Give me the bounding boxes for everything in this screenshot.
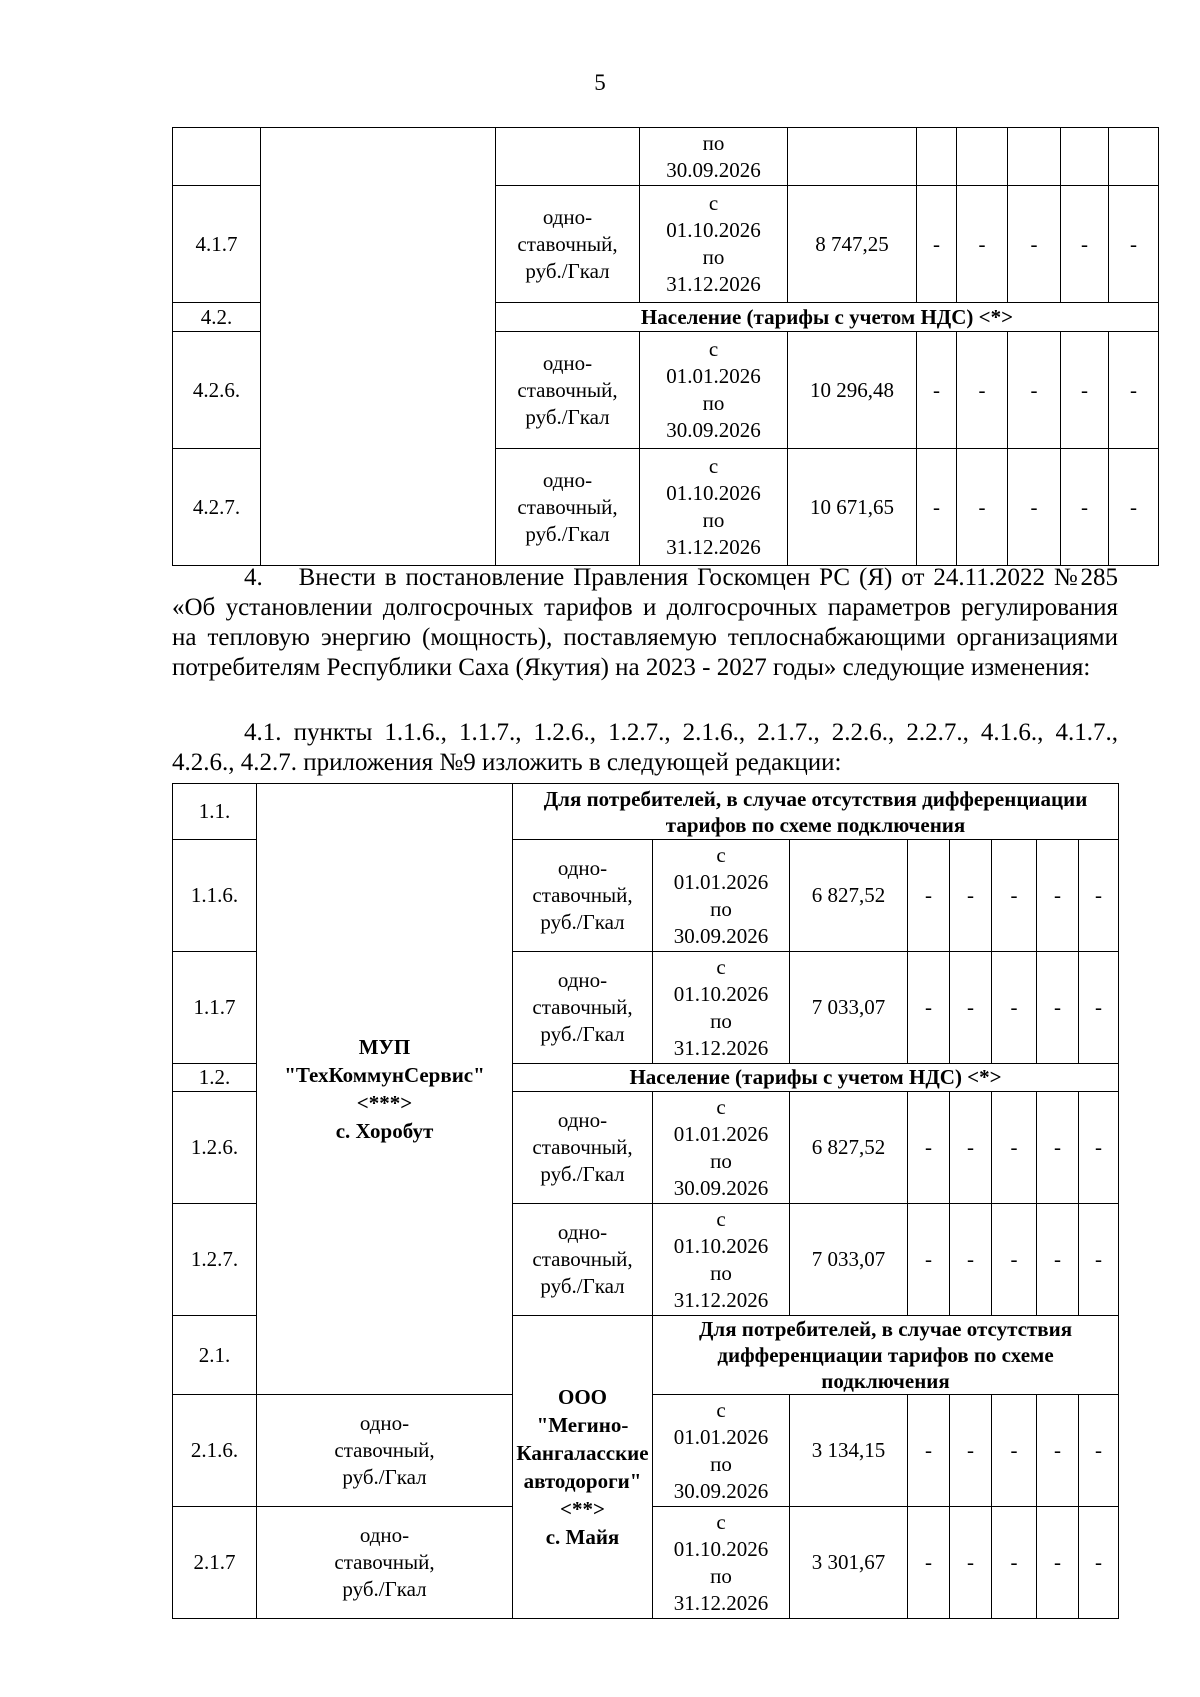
row-number: 1.1.6.: [173, 840, 257, 952]
dash-cell: -: [992, 1395, 1037, 1507]
period-cell: с 01.10.2026 по 31.12.2026: [653, 1204, 790, 1316]
dash-cell: -: [917, 449, 957, 566]
tariff-value: 7 033,07: [790, 1204, 908, 1316]
tariff-value: 3 134,15: [790, 1395, 908, 1507]
dash-cell: -: [1037, 1395, 1079, 1507]
dash-cell: -: [950, 1507, 992, 1619]
dash-cell: -: [1008, 186, 1061, 303]
period-cell: с 01.01.2026 по 30.09.2026: [640, 332, 788, 449]
row-number: 2.1.7: [173, 1507, 257, 1619]
page-number: 5: [594, 70, 606, 95]
tariff-value: 8 747,25: [788, 186, 917, 303]
dash-cell: -: [992, 840, 1037, 952]
row-number: 1.2.: [173, 1064, 257, 1092]
dash-cell: -: [1109, 449, 1159, 566]
row-number: 4.2.6.: [173, 332, 261, 449]
dash-cell: -: [992, 1092, 1037, 1204]
row-number: 1.1.7: [173, 952, 257, 1064]
dash-cell: -: [1079, 1507, 1119, 1619]
rate-type-cell: одно- ставочный, руб./Гкал: [257, 1507, 513, 1619]
row-number: 2.1.: [173, 1316, 257, 1395]
row-number: 2.1.6.: [173, 1395, 257, 1507]
dash-cell: -: [957, 449, 1008, 566]
dash-cell: -: [950, 840, 992, 952]
dash-cell: -: [950, 1092, 992, 1204]
dash-cell: -: [1037, 1507, 1079, 1619]
dash-cell: -: [1037, 840, 1079, 952]
period-cell: с 01.10.2026 по 31.12.2026: [640, 186, 788, 303]
rate-type-cell: одно- ставочный, руб./Гкал: [513, 1204, 653, 1316]
row-number: 4.2.: [173, 303, 261, 332]
period-cell: с 01.10.2026 по 31.12.2026: [653, 1507, 790, 1619]
dash-cell: -: [1008, 332, 1061, 449]
dash-cell: -: [908, 1204, 950, 1316]
dash-cell: -: [992, 1204, 1037, 1316]
tariff-value: 10 671,65: [788, 449, 917, 566]
dash-cell: -: [950, 1204, 992, 1316]
dash-cell: -: [950, 1395, 992, 1507]
dash-cell: -: [1079, 952, 1119, 1064]
dash-cell: -: [1079, 1204, 1119, 1316]
row-number: 4.2.7.: [173, 449, 261, 566]
rate-type-cell: одно- ставочный, руб./Гкал: [513, 952, 653, 1064]
dash-cell: -: [1037, 1092, 1079, 1204]
section-heading: Для потребителей, в случае отсутствия дифференциации тарифов по схеме подключения: [513, 784, 1119, 840]
tariff-value: 6 827,52: [790, 840, 908, 952]
row-number: 1.2.6.: [173, 1092, 257, 1204]
period-cell: с 01.01.2026 по 30.09.2026: [653, 1092, 790, 1204]
rate-type-cell: одно- ставочный, руб./Гкал: [496, 186, 640, 303]
period-cell: с 01.10.2026 по 31.12.2026: [653, 952, 790, 1064]
dash-cell: -: [908, 840, 950, 952]
tariff-value: 6 827,52: [790, 1092, 908, 1204]
dash-cell: -: [1037, 1204, 1079, 1316]
tariff-table-appendix-9: [172, 783, 1119, 1619]
dash-cell: -: [908, 1395, 950, 1507]
row-number: 4.1.7: [173, 186, 261, 303]
dash-cell: -: [1061, 332, 1109, 449]
period-cell: с 01.10.2026 по 31.12.2026: [640, 449, 788, 566]
dash-cell: -: [1109, 332, 1159, 449]
dash-cell: -: [1061, 449, 1109, 566]
organization-name-1: МУП "ТехКоммунСервис" <***> с. Хоробут: [257, 784, 513, 1395]
dash-cell: -: [908, 1507, 950, 1619]
dash-cell: -: [1008, 449, 1061, 566]
tariff-value: 3 301,67: [790, 1507, 908, 1619]
tariff-value: 10 296,48: [788, 332, 917, 449]
dash-cell: -: [917, 332, 957, 449]
dash-cell: -: [1109, 186, 1159, 303]
tariff-value: 7 033,07: [790, 952, 908, 1064]
dash-cell: -: [1079, 1395, 1119, 1507]
period-cell: по 30.09.2026: [640, 128, 788, 186]
row-number: 1.2.7.: [173, 1204, 257, 1316]
period-cell: с 01.01.2026 по 30.09.2026: [653, 840, 790, 952]
paragraph-4: 4. Внести в постановление Правления Госкомцен РС (Я) от 24.11.2022 №285 «Об установлении долгосрочных тарифов и долгосрочных параметров регулирования на тепловую энергию (мощность), поставляемую теплоснабжающими организациями потребителям Республики Саха (Якутия) на 2023 - 2027 годы» следующие изменения:: [172, 564, 1118, 681]
section-heading: Население (тарифы с учетом НДС) <*>: [496, 303, 1159, 332]
dash-cell: -: [917, 186, 957, 303]
rate-type-cell: одно- ставочный, руб./Гкал: [257, 1395, 513, 1507]
rate-type-cell: одно- ставочный, руб./Гкал: [513, 1092, 653, 1204]
period-cell: с 01.01.2026 по 30.09.2026: [653, 1395, 790, 1507]
row-number: 1.1.: [173, 784, 257, 840]
dash-cell: -: [908, 952, 950, 1064]
dash-cell: -: [957, 186, 1008, 303]
dash-cell: -: [908, 1092, 950, 1204]
section-row: [173, 784, 1119, 840]
dash-cell: -: [992, 1507, 1037, 1619]
section-heading: Для потребителей, в случае отсутствия дифференциации тарифов по схеме подключения: [653, 1316, 1119, 1395]
table-row: [173, 128, 1159, 186]
dash-cell: -: [1061, 186, 1109, 303]
dash-cell: -: [1079, 1092, 1119, 1204]
organization-name-2: ООО "Мегино- Кангаласские автодороги" <**> с. Майя: [513, 1316, 653, 1619]
dash-cell: -: [957, 332, 1008, 449]
section-heading: Население (тарифы с учетом НДС) <*>: [513, 1064, 1119, 1092]
dash-cell: -: [992, 952, 1037, 1064]
tariff-table-continued: [172, 127, 1159, 566]
dash-cell: -: [1037, 952, 1079, 1064]
dash-cell: -: [1079, 840, 1119, 952]
dash-cell: -: [950, 952, 992, 1064]
paragraph-4-1: 4.1. пункты 1.1.6., 1.1.7., 1.2.6., 1.2.7., 2.1.6., 2.1.7., 2.2.6., 2.2.7., 4.1.6., 4.1.7., 4.2.6., 4.2.7. приложения №9 изложить в следующей редакции:: [172, 719, 1118, 776]
rate-type-cell: одно- ставочный, руб./Гкал: [496, 449, 640, 566]
rate-type-cell: одно- ставочный, руб./Гкал: [513, 840, 653, 952]
rate-type-cell: одно- ставочный, руб./Гкал: [496, 332, 640, 449]
